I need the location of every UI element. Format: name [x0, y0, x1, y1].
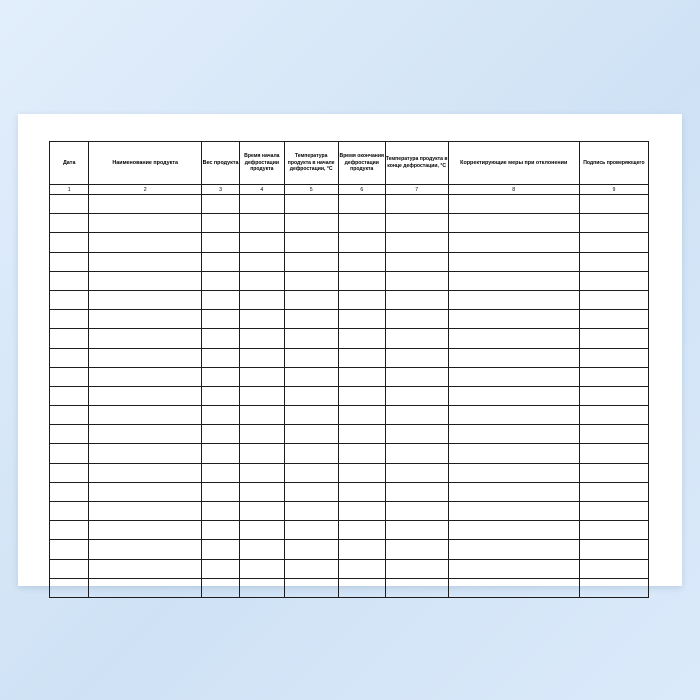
column-header-defrost-end-time: Время окончания дефростации продукта	[338, 142, 385, 185]
table-cell[interactable]	[338, 521, 385, 540]
table-cell[interactable]	[579, 425, 648, 444]
table-row	[50, 425, 649, 444]
table-cell[interactable]	[240, 406, 284, 425]
table-cell[interactable]	[89, 425, 202, 444]
table-cell[interactable]	[338, 252, 385, 271]
table-cell[interactable]	[385, 195, 448, 214]
table-cell[interactable]	[89, 444, 202, 463]
column-number-3: 3	[201, 185, 239, 195]
table-cell[interactable]	[338, 271, 385, 290]
table-cell[interactable]	[240, 329, 284, 348]
table-cell[interactable]	[240, 252, 284, 271]
table-cell[interactable]	[385, 271, 448, 290]
table-row	[50, 195, 649, 214]
table-cell[interactable]	[240, 386, 284, 405]
table-cell[interactable]	[579, 559, 648, 578]
table-cell[interactable]	[385, 406, 448, 425]
table-cell[interactable]	[448, 386, 579, 405]
table-cell[interactable]	[579, 521, 648, 540]
table-cell[interactable]	[89, 463, 202, 482]
table-cell[interactable]	[579, 195, 648, 214]
table-row	[50, 329, 649, 348]
table-cell[interactable]	[284, 502, 338, 521]
table-cell[interactable]	[448, 195, 579, 214]
table-cell[interactable]	[385, 540, 448, 559]
table-cell[interactable]	[338, 233, 385, 252]
table-row	[50, 233, 649, 252]
table-cell[interactable]	[448, 290, 579, 309]
table-cell[interactable]	[284, 463, 338, 482]
column-number-row	[50, 185, 649, 195]
table-cell[interactable]	[240, 559, 284, 578]
table-cell[interactable]	[50, 195, 89, 214]
table-cell[interactable]	[201, 329, 239, 348]
table-cell[interactable]	[201, 463, 239, 482]
table-cell[interactable]	[579, 252, 648, 271]
table-cell[interactable]	[201, 233, 239, 252]
table-row	[50, 214, 649, 233]
table-cell[interactable]	[201, 425, 239, 444]
table-cell[interactable]	[240, 367, 284, 386]
table-cell[interactable]	[89, 290, 202, 309]
table-cell[interactable]	[50, 271, 89, 290]
table-cell[interactable]	[50, 290, 89, 309]
table-cell[interactable]	[385, 233, 448, 252]
table-cell[interactable]	[89, 540, 202, 559]
table-row	[50, 463, 649, 482]
table-cell[interactable]	[579, 482, 648, 501]
table-cell[interactable]	[284, 367, 338, 386]
table-cell[interactable]	[89, 329, 202, 348]
table-cell[interactable]	[284, 252, 338, 271]
table-cell[interactable]	[89, 195, 202, 214]
table-cell[interactable]	[89, 214, 202, 233]
table-cell[interactable]	[448, 463, 579, 482]
table-cell[interactable]	[385, 329, 448, 348]
table-cell[interactable]	[50, 578, 89, 597]
table-cell[interactable]	[385, 521, 448, 540]
table-cell[interactable]	[201, 252, 239, 271]
table-cell[interactable]	[89, 233, 202, 252]
table-row	[50, 502, 649, 521]
table-cell[interactable]	[240, 444, 284, 463]
table-cell[interactable]	[284, 559, 338, 578]
table-cell[interactable]	[385, 252, 448, 271]
table-cell[interactable]	[385, 578, 448, 597]
table-cell[interactable]	[579, 214, 648, 233]
table-cell[interactable]	[201, 521, 239, 540]
column-header-product-name: Наименование продукта	[89, 142, 202, 185]
table-cell[interactable]	[89, 271, 202, 290]
table-cell[interactable]	[338, 482, 385, 501]
header-row	[50, 142, 649, 185]
table-cell[interactable]	[579, 271, 648, 290]
table-cell[interactable]	[50, 310, 89, 329]
table-cell[interactable]	[579, 540, 648, 559]
table-cell[interactable]	[385, 290, 448, 309]
table-cell[interactable]	[89, 559, 202, 578]
table-cell[interactable]	[50, 329, 89, 348]
table-row	[50, 406, 649, 425]
table-cell[interactable]	[448, 348, 579, 367]
table-cell[interactable]	[201, 367, 239, 386]
table-cell[interactable]	[89, 578, 202, 597]
table-cell[interactable]	[284, 195, 338, 214]
table-cell[interactable]	[240, 214, 284, 233]
table-cell[interactable]	[240, 502, 284, 521]
table-cell[interactable]	[338, 540, 385, 559]
table-cell[interactable]	[240, 290, 284, 309]
document-sheet	[18, 114, 682, 586]
table-cell[interactable]	[448, 482, 579, 501]
table-row	[50, 271, 649, 290]
table-cell[interactable]	[284, 482, 338, 501]
column-header-defrost-start-time: Время начала дефростации продукта	[240, 142, 284, 185]
column-number-7: 7	[385, 185, 448, 195]
table-cell[interactable]	[50, 540, 89, 559]
table-cell[interactable]	[385, 367, 448, 386]
table-cell[interactable]	[240, 463, 284, 482]
table-cell[interactable]	[448, 559, 579, 578]
table-cell[interactable]	[89, 521, 202, 540]
table-cell[interactable]	[385, 463, 448, 482]
table-cell[interactable]	[448, 406, 579, 425]
table-cell[interactable]	[579, 444, 648, 463]
table-cell[interactable]	[201, 578, 239, 597]
table-cell[interactable]	[579, 406, 648, 425]
table-cell[interactable]	[240, 578, 284, 597]
table-cell[interactable]	[201, 444, 239, 463]
table-row	[50, 578, 649, 597]
table-cell[interactable]	[201, 540, 239, 559]
table-cell[interactable]	[579, 463, 648, 482]
table-cell[interactable]	[448, 233, 579, 252]
table-cell[interactable]	[50, 252, 89, 271]
table-cell[interactable]	[240, 540, 284, 559]
table-cell[interactable]	[201, 406, 239, 425]
table-cell[interactable]	[338, 290, 385, 309]
table-cell[interactable]	[50, 482, 89, 501]
table-cell[interactable]	[284, 214, 338, 233]
defrost-log-table	[49, 141, 649, 598]
table-cell[interactable]	[448, 329, 579, 348]
table-cell[interactable]	[385, 214, 448, 233]
table-cell[interactable]	[448, 214, 579, 233]
table-cell[interactable]	[338, 310, 385, 329]
table-cell[interactable]	[338, 559, 385, 578]
table-cell[interactable]	[240, 348, 284, 367]
table-cell[interactable]	[448, 521, 579, 540]
table-row	[50, 348, 649, 367]
table-cell[interactable]	[240, 233, 284, 252]
table-cell[interactable]	[579, 348, 648, 367]
table-cell[interactable]	[385, 425, 448, 444]
table-cell[interactable]	[240, 521, 284, 540]
column-header-temp-at-end: Температура продукта в конце дефростации, °С	[385, 142, 448, 185]
table-row	[50, 521, 649, 540]
table-cell[interactable]	[201, 271, 239, 290]
table-row	[50, 559, 649, 578]
table-cell[interactable]	[50, 367, 89, 386]
table-cell[interactable]	[579, 367, 648, 386]
table-cell[interactable]	[579, 502, 648, 521]
table-cell[interactable]	[284, 406, 338, 425]
table-cell[interactable]	[89, 502, 202, 521]
table-row	[50, 444, 649, 463]
table-cell[interactable]	[579, 329, 648, 348]
column-number-1: 1	[50, 185, 89, 195]
table-cell[interactable]	[338, 463, 385, 482]
table-cell[interactable]	[50, 233, 89, 252]
table-cell[interactable]	[448, 502, 579, 521]
table-cell[interactable]	[448, 444, 579, 463]
table-cell[interactable]	[338, 386, 385, 405]
table-cell[interactable]	[448, 540, 579, 559]
table-row	[50, 367, 649, 386]
table-cell[interactable]	[338, 444, 385, 463]
table-cell[interactable]	[201, 195, 239, 214]
table-body	[50, 195, 649, 598]
table-cell[interactable]	[50, 444, 89, 463]
table-cell[interactable]	[448, 271, 579, 290]
table-cell[interactable]	[338, 214, 385, 233]
table-cell[interactable]	[385, 310, 448, 329]
column-header-corrective-measures: Корректирующие меры при отклонении	[448, 142, 579, 185]
table-cell[interactable]	[338, 578, 385, 597]
column-header-temp-at-start: Температура продукта в начале дефростации, °С	[284, 142, 338, 185]
table-cell[interactable]	[448, 367, 579, 386]
table-cell[interactable]	[50, 521, 89, 540]
column-header-product-weight: Вес продукта	[201, 142, 239, 185]
table-cell[interactable]	[240, 310, 284, 329]
column-number-9: 9	[579, 185, 648, 195]
table-row	[50, 482, 649, 501]
table-cell[interactable]	[284, 540, 338, 559]
table-cell[interactable]	[284, 386, 338, 405]
table-cell[interactable]	[201, 348, 239, 367]
table-cell[interactable]	[338, 348, 385, 367]
table-cell[interactable]	[50, 406, 89, 425]
table-cell[interactable]	[89, 482, 202, 501]
table-cell[interactable]	[89, 406, 202, 425]
table-cell[interactable]	[385, 348, 448, 367]
table-row	[50, 386, 649, 405]
table-cell[interactable]	[338, 502, 385, 521]
table-cell[interactable]	[284, 329, 338, 348]
table-cell[interactable]	[50, 559, 89, 578]
column-number-4: 4	[240, 185, 284, 195]
table-cell[interactable]	[448, 310, 579, 329]
table-cell[interactable]	[284, 290, 338, 309]
table-row	[50, 310, 649, 329]
table-cell[interactable]	[338, 406, 385, 425]
column-number-2: 2	[89, 185, 202, 195]
table-row	[50, 252, 649, 271]
table-cell[interactable]	[240, 195, 284, 214]
table-cell[interactable]	[338, 195, 385, 214]
table-cell[interactable]	[385, 386, 448, 405]
table-cell[interactable]	[240, 271, 284, 290]
table-cell[interactable]	[89, 348, 202, 367]
table-cell[interactable]	[579, 310, 648, 329]
table-cell[interactable]	[284, 578, 338, 597]
table-cell[interactable]	[579, 386, 648, 405]
column-number-6: 6	[338, 185, 385, 195]
table-cell[interactable]	[448, 252, 579, 271]
table-cell[interactable]	[50, 214, 89, 233]
table-cell[interactable]	[448, 425, 579, 444]
table-cell[interactable]	[50, 502, 89, 521]
table-cell[interactable]	[284, 233, 338, 252]
table-container	[49, 141, 649, 561]
table-cell[interactable]	[240, 482, 284, 501]
table-cell[interactable]	[385, 482, 448, 501]
table-cell[interactable]	[579, 290, 648, 309]
table-cell[interactable]	[579, 578, 648, 597]
table-cell[interactable]	[240, 425, 284, 444]
table-cell[interactable]	[338, 367, 385, 386]
table-cell[interactable]	[284, 310, 338, 329]
table-cell[interactable]	[50, 425, 89, 444]
table-cell[interactable]	[284, 425, 338, 444]
table-cell[interactable]	[201, 290, 239, 309]
table-cell[interactable]	[284, 521, 338, 540]
table-cell[interactable]	[89, 310, 202, 329]
table-cell[interactable]	[284, 348, 338, 367]
table-cell[interactable]	[201, 310, 239, 329]
table-cell[interactable]	[284, 444, 338, 463]
table-cell[interactable]	[338, 425, 385, 444]
table-cell[interactable]	[385, 502, 448, 521]
table-cell[interactable]	[89, 386, 202, 405]
table-cell[interactable]	[201, 482, 239, 501]
table-cell[interactable]	[201, 386, 239, 405]
table-cell[interactable]	[284, 271, 338, 290]
table-cell[interactable]	[448, 578, 579, 597]
table-cell[interactable]	[89, 252, 202, 271]
table-cell[interactable]	[385, 444, 448, 463]
column-header-inspector-signature: Подпись проверяющего	[579, 142, 648, 185]
table-cell[interactable]	[201, 214, 239, 233]
table-cell[interactable]	[201, 559, 239, 578]
table-row	[50, 540, 649, 559]
table-header	[50, 142, 649, 195]
column-number-8: 8	[448, 185, 579, 195]
table-row	[50, 290, 649, 309]
table-cell[interactable]	[201, 502, 239, 521]
table-cell[interactable]	[385, 559, 448, 578]
column-header-date: Дата	[50, 142, 89, 185]
table-cell[interactable]	[50, 386, 89, 405]
table-cell[interactable]	[50, 348, 89, 367]
table-cell[interactable]	[89, 367, 202, 386]
column-number-5: 5	[284, 185, 338, 195]
table-cell[interactable]	[338, 329, 385, 348]
table-cell[interactable]	[579, 233, 648, 252]
table-cell[interactable]	[50, 463, 89, 482]
